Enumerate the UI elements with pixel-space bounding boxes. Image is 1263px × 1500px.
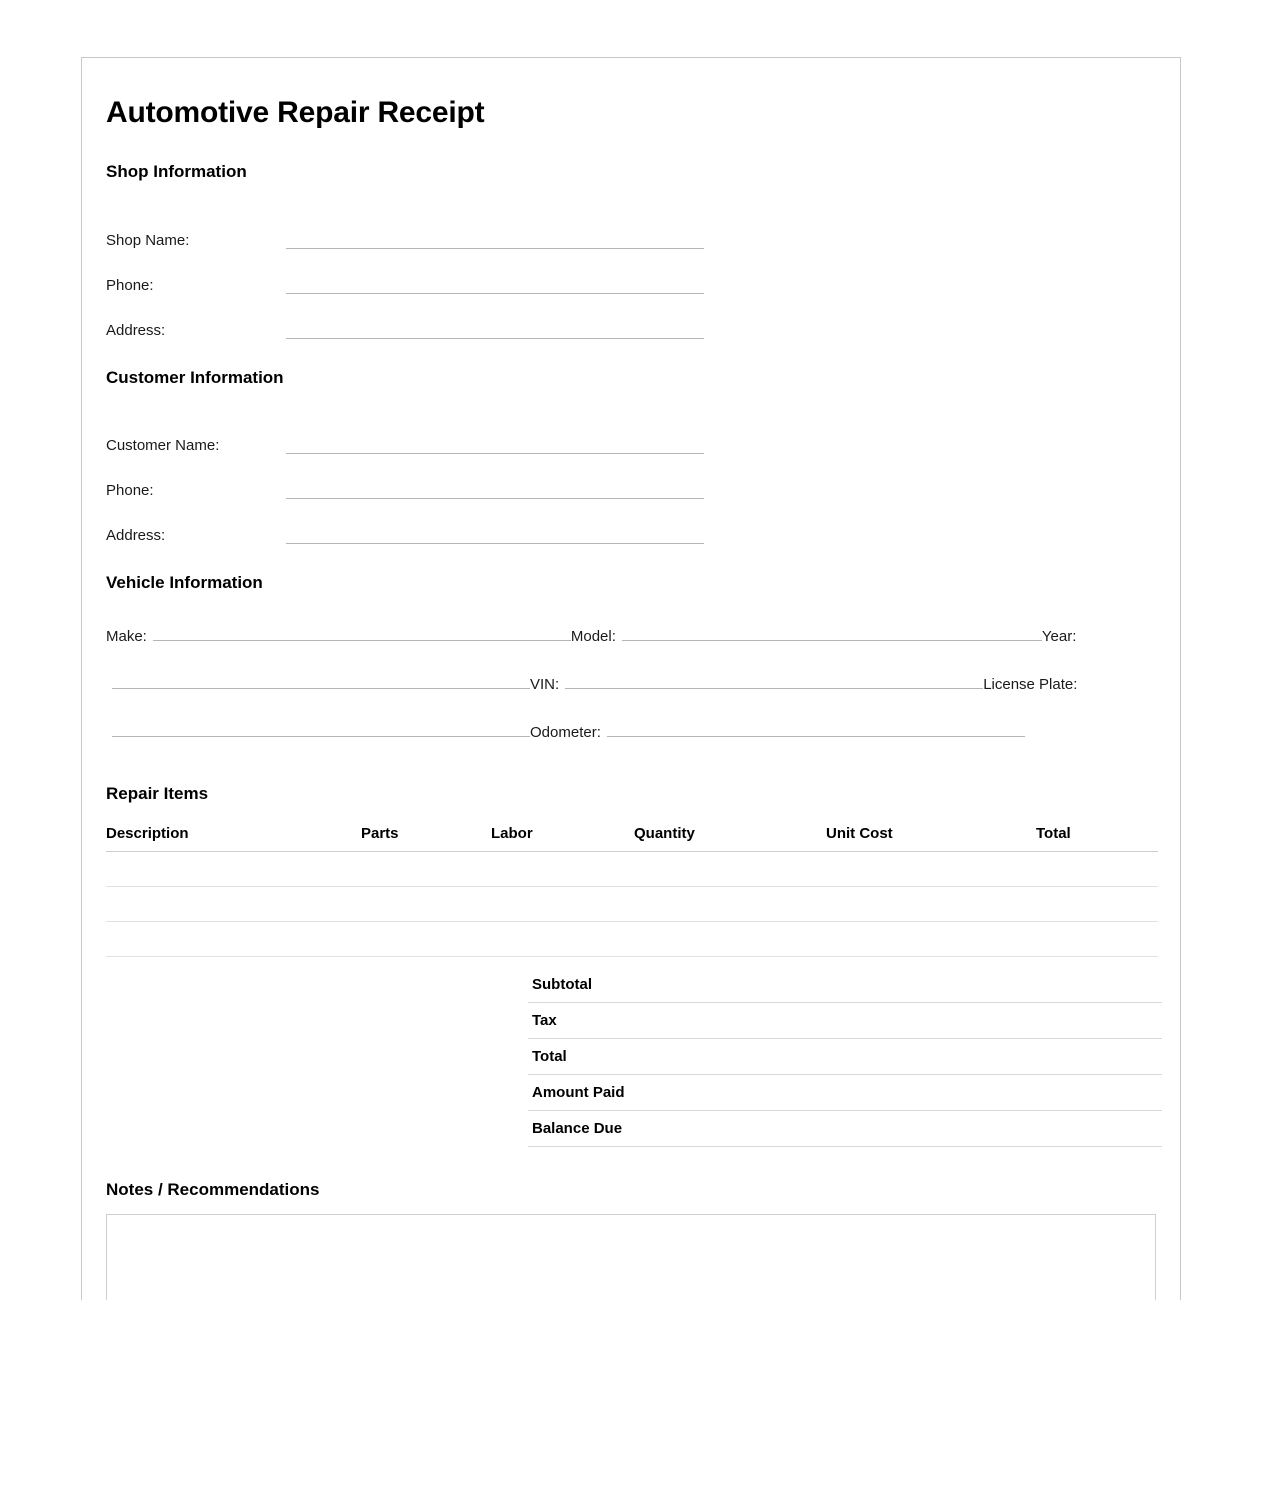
cell-total[interactable] xyxy=(1036,922,1158,957)
field-odometer xyxy=(530,724,1025,741)
cell-quantity[interactable] xyxy=(634,887,826,922)
cell-description[interactable] xyxy=(106,852,361,887)
cell-labor[interactable] xyxy=(491,852,634,887)
totals-spacer xyxy=(106,1111,528,1147)
total-label: Total xyxy=(528,1039,732,1075)
cell-total[interactable] xyxy=(1036,852,1158,887)
customer-address-input[interactable] xyxy=(286,523,704,544)
cell-description[interactable] xyxy=(106,922,361,957)
vehicle-information-heading: Vehicle Information xyxy=(106,573,263,593)
cell-description[interactable] xyxy=(106,887,361,922)
cell-parts[interactable] xyxy=(361,922,491,957)
field-vin xyxy=(530,676,983,693)
shop-address-label: Address: xyxy=(106,321,166,339)
totals-table xyxy=(106,967,1162,1147)
tax-label: Tax xyxy=(528,1003,732,1039)
totals-row-total xyxy=(106,1039,1162,1075)
totals-row-subtotal xyxy=(106,967,1162,1003)
cell-total[interactable] xyxy=(1036,887,1158,922)
totals-spacer xyxy=(106,967,528,1003)
shop-address-input[interactable] xyxy=(286,318,704,339)
year-label: Year: xyxy=(1041,628,1077,646)
license-plate-label: License Plate: xyxy=(983,676,1078,694)
cell-unit-cost[interactable] xyxy=(826,922,1036,957)
table-header-row xyxy=(106,826,1158,852)
amount-paid-value[interactable] xyxy=(732,1075,1162,1111)
shop-name-input[interactable] xyxy=(286,228,704,249)
shop-name-label: Shop Name: xyxy=(106,231,190,249)
field-model xyxy=(571,628,1042,645)
cell-parts[interactable] xyxy=(361,852,491,887)
customer-phone-input[interactable] xyxy=(286,478,704,499)
vehicle-field-flow xyxy=(106,615,1156,759)
customer-name-input[interactable] xyxy=(286,433,704,454)
field-row-shop-name xyxy=(106,204,1156,249)
license-plate-input[interactable] xyxy=(112,716,530,737)
make-input[interactable] xyxy=(153,620,571,641)
table-row[interactable] xyxy=(106,887,1158,922)
notes-textarea[interactable] xyxy=(106,1214,1156,1300)
field-row-shop-phone xyxy=(106,249,1156,294)
totals-row-amount-paid xyxy=(106,1075,1162,1111)
totals-row-tax xyxy=(106,1003,1162,1039)
column-header-quantity: Quantity xyxy=(634,826,826,852)
table-row[interactable] xyxy=(106,922,1158,957)
cell-labor[interactable] xyxy=(491,922,634,957)
subtotal-value[interactable] xyxy=(732,967,1162,1003)
customer-information-section xyxy=(106,369,1156,545)
totals-spacer xyxy=(106,1075,528,1111)
repair-items-heading: Repair Items xyxy=(106,784,209,804)
totals-spacer xyxy=(106,1003,528,1039)
cell-unit-cost[interactable] xyxy=(826,852,1036,887)
shop-phone-label: Phone: xyxy=(106,276,154,294)
repair-items-table-body xyxy=(106,852,1158,957)
column-header-description: Description xyxy=(106,826,361,852)
shop-information-section xyxy=(106,163,1156,339)
notes-section xyxy=(106,1181,1156,1300)
cell-unit-cost[interactable] xyxy=(826,887,1036,922)
totals-row-balance-due xyxy=(106,1111,1162,1147)
total-value[interactable] xyxy=(732,1039,1162,1075)
repair-items-table-head xyxy=(106,826,1158,852)
year-input[interactable] xyxy=(112,668,530,689)
repair-items-table xyxy=(106,826,1158,958)
field-row-customer-address xyxy=(106,499,1156,544)
amount-paid-label: Amount Paid xyxy=(528,1075,732,1111)
cell-quantity[interactable] xyxy=(634,852,826,887)
shop-information-heading: Shop Information xyxy=(106,162,247,181)
totals-table-body xyxy=(106,967,1162,1147)
model-input[interactable] xyxy=(622,620,1042,641)
model-label: Model: xyxy=(570,628,616,646)
column-header-unit-cost: Unit Cost xyxy=(826,826,1036,852)
vin-input[interactable] xyxy=(565,668,983,689)
field-row-customer-phone xyxy=(106,454,1156,499)
notes-heading: Notes / Recommendations xyxy=(106,1180,320,1200)
odometer-label: Odometer: xyxy=(530,724,601,742)
repair-items-section xyxy=(106,785,1156,1147)
page-title: Automotive Repair Receipt xyxy=(106,96,485,129)
totals-spacer xyxy=(106,1039,528,1075)
column-header-total: Total xyxy=(1036,826,1158,852)
customer-address-label: Address: xyxy=(106,527,166,545)
field-make xyxy=(106,628,571,645)
odometer-input[interactable] xyxy=(607,716,1025,737)
tax-value[interactable] xyxy=(732,1003,1162,1039)
table-row[interactable] xyxy=(106,852,1158,887)
cell-quantity[interactable] xyxy=(634,922,826,957)
shop-phone-input[interactable] xyxy=(286,273,704,294)
receipt-page xyxy=(81,57,1181,1300)
vehicle-information-section xyxy=(106,574,1156,759)
field-row-customer-name xyxy=(106,409,1156,454)
customer-phone-label: Phone: xyxy=(106,482,154,500)
column-header-parts: Parts xyxy=(361,826,491,852)
cell-labor[interactable] xyxy=(491,887,634,922)
balance-due-label: Balance Due xyxy=(528,1111,732,1147)
subtotal-label: Subtotal xyxy=(528,967,732,1003)
customer-name-label: Customer Name: xyxy=(106,437,220,455)
balance-due-value[interactable] xyxy=(732,1111,1162,1147)
field-row-shop-address xyxy=(106,294,1156,339)
cell-parts[interactable] xyxy=(361,887,491,922)
column-header-labor: Labor xyxy=(491,826,634,852)
make-label: Make: xyxy=(106,628,147,646)
customer-information-heading: Customer Information xyxy=(106,367,284,387)
vin-label: VIN: xyxy=(530,676,560,694)
